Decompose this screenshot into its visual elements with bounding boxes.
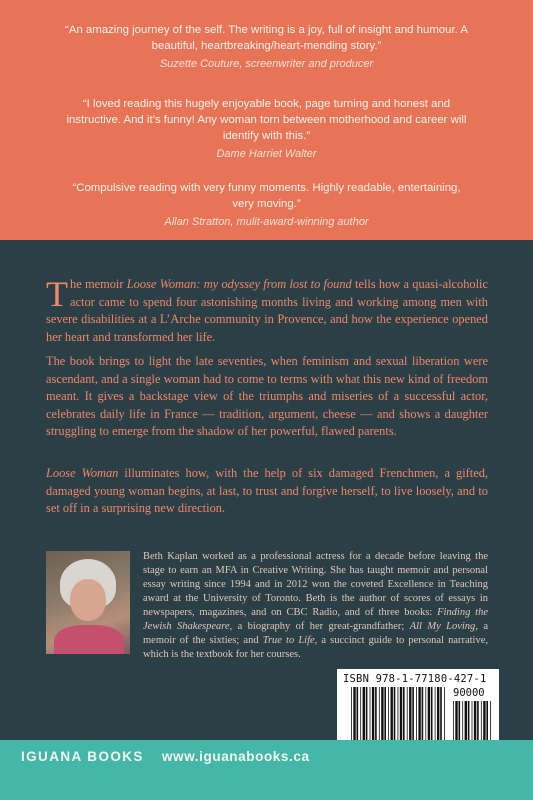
blurb-text: “Compulsive reading with very funny moments. Highly readable, entertaining, very moving.”: [72, 182, 461, 210]
description-paragraph-3: [46, 465, 488, 518]
barcode-bar: [483, 701, 485, 745]
barcode-bar: [453, 701, 454, 745]
blurb-attribution: Dame Harriet Walter: [216, 148, 317, 160]
barcode-bar: [472, 701, 473, 745]
bio-text: , a succinct guide to personal narrative, which is the textbook for her courses.: [143, 635, 489, 660]
barcode-bar: [477, 701, 479, 745]
drop-cap: T: [46, 274, 68, 314]
blurb-panel: [0, 0, 533, 240]
para-lead: he memoir: [70, 277, 127, 291]
description-paragraph-1: [46, 276, 488, 346]
publisher-name: IGUANA BOOKS: [21, 749, 144, 764]
blurb-text: “I loved reading this hugely enjoyable book, page turning and honest and instructive. And it’s funny! Any woman torn between motherhood and career will identify with this.”: [66, 98, 467, 142]
barcode-bar: [481, 701, 482, 745]
book-title: Loose Woman: [46, 466, 119, 480]
barcode-bar: [465, 701, 467, 745]
book-title: All My Loving: [409, 621, 476, 632]
barcode-addon-bars: [453, 701, 493, 745]
blurb-attribution: Allan Stratton, mulit-award-winning author: [164, 216, 369, 228]
barcode-bar: [462, 701, 463, 745]
price-code: 90000: [453, 687, 485, 699]
author-photo: [46, 551, 130, 654]
barcode-bar: [474, 701, 476, 745]
barcode-bar: [490, 701, 491, 745]
book-title: Loose Woman: my odyssey from lost to found: [126, 277, 352, 291]
blurb-quote: [0, 180, 533, 228]
bio-text: Beth Kaplan worked as a professional actress for a decade before leaving the stage to earn an MFA in Creative Writing. She has taught memoir and personal essay writing since 1994 and in 2012 won the coveted Excellence in Teaching award at the University of Toronto. Beth is the author of scores of essays in newspapers, magazines, and on CBC Radio, and of three books:: [143, 551, 488, 618]
para-rest: illuminates how, with the help of six damaged Frenchmen, a gifted, damaged young woman begins, at last, to trust and forgive herself, to live loosely, and to set off in a surprising new direction.: [46, 466, 488, 516]
bio-text: , a biography of her great-grandfather;: [229, 621, 410, 632]
para-rest: tells how a quasi-alcoholic actor came to spend four astonishing months living and working among men with severe disabilities at a L’Arche community in Provence, and how the experience opened her heart and transformed her life.: [46, 277, 488, 344]
blurb-quote: [0, 96, 533, 160]
isbn-label: ISBN 978-1-77180-427-1: [343, 673, 487, 685]
barcode-bar: [459, 701, 461, 745]
bio-text: , a memoir of the sixties; and: [143, 621, 488, 646]
book-title: Finding the Jewish Shakespeare: [143, 607, 488, 632]
blurb-quote: [0, 22, 533, 70]
blurb-text: “An amazing journey of the self. The writing is a joy, full of insight and humour. A beautiful, heartbreaking/heart-mending story.”: [65, 24, 468, 52]
barcode-bar: [468, 701, 470, 745]
blurb-attribution: Suzette Couture, screenwriter and producer: [159, 58, 374, 70]
author-bio: [143, 550, 488, 662]
barcode-bar: [455, 701, 457, 745]
book-title: True to Life: [262, 635, 315, 646]
barcode-bar: [486, 701, 488, 745]
publisher-url: www.iguanabooks.ca: [162, 749, 310, 764]
description-paragraph-2: The book brings to light the late seventies, when feminism and sexual liberation were ascendant, and a single woman had to come to terms with what this new kind of freedom meant. It gives a backstage view of the triumphs and miseries of a successful actor, celebrates daily life in France — tradition, argument, cheese — and shows a daughter struggling to emerge from the shadow of her powerful, flawed parents.: [46, 354, 488, 439]
